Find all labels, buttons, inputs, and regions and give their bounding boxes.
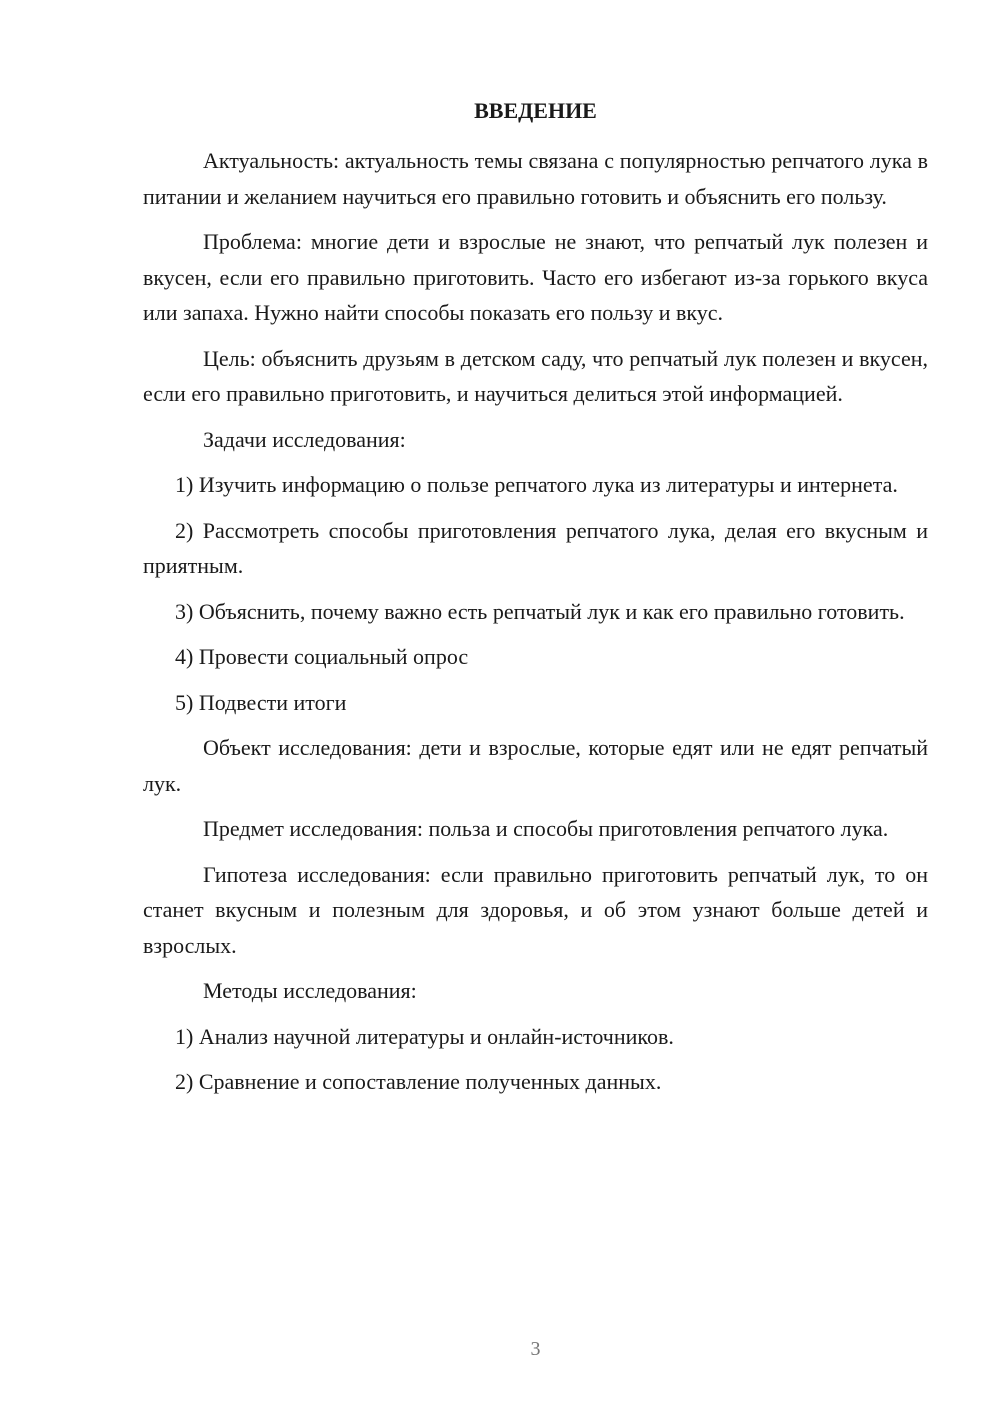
list-item-method-2: 2) Сравнение и сопоставление полученных данных. — [175, 1069, 662, 1094]
page-number: 3 — [530, 1338, 541, 1360]
list-item-task-2: 2) Рассмотреть способы приготовления репчатого лука, делая его вкусным и приятным. — [143, 517, 928, 578]
list-item-task-1: 1) Изучить информацию о пользе репчатого лука из литературы и интернета. — [175, 472, 898, 497]
paragraph-tasks-heading: Задачи исследования: — [203, 426, 406, 452]
paragraph-subject: Предмет исследования: польза и способы приготовления репчатого лука. — [203, 816, 889, 841]
list-item-task-3: 3) Объяснить, почему важно есть репчатый лук и как его правильно готовить. — [175, 598, 905, 624]
paragraph-hypothesis: Гипотеза исследования: если правильно приготовить репчатый лук, то он станет вкусным и полезным для здоровья, и об этом узнают больше детей и взрослых. — [143, 861, 928, 958]
list-item-task-5: 5) Подвести итоги — [175, 689, 347, 715]
paragraph-goal: Цель: объяснить друзьям в детском саду, что репчатый лук полезен и вкусен, если его правильно приготовить, и научиться делиться этой информацией. — [143, 345, 928, 406]
list-item-method-1: 1) Анализ научной литературы и онлайн-источников. — [175, 1023, 674, 1049]
document-body — [143, 143, 928, 1110]
paragraph-problem: Проблема: многие дети и взрослые не знают, что репчатый лук полезен и вкусен, если его правильно приготовить. Часто его избегают из-за горького вкуса или запаха. Нужно найти способы показать его пользу и вкус. — [143, 229, 928, 325]
paragraph-object: Объект исследования: дети и взрослые, которые едят или не едят репчатый лук. — [143, 735, 928, 796]
document-page — [143, 0, 928, 1414]
paragraph-relevance: Актуальность: актуальность темы связана с популярностью репчатого лука в питании и желанием научиться его правильно готовить и объяснить его пользу. — [143, 148, 928, 209]
paragraph-methods-heading: Методы исследования: — [203, 978, 417, 1003]
section-title: ВВЕДЕНИЕ — [474, 98, 597, 123]
list-item-task-4: 4) Провести социальный опрос — [175, 644, 469, 669]
